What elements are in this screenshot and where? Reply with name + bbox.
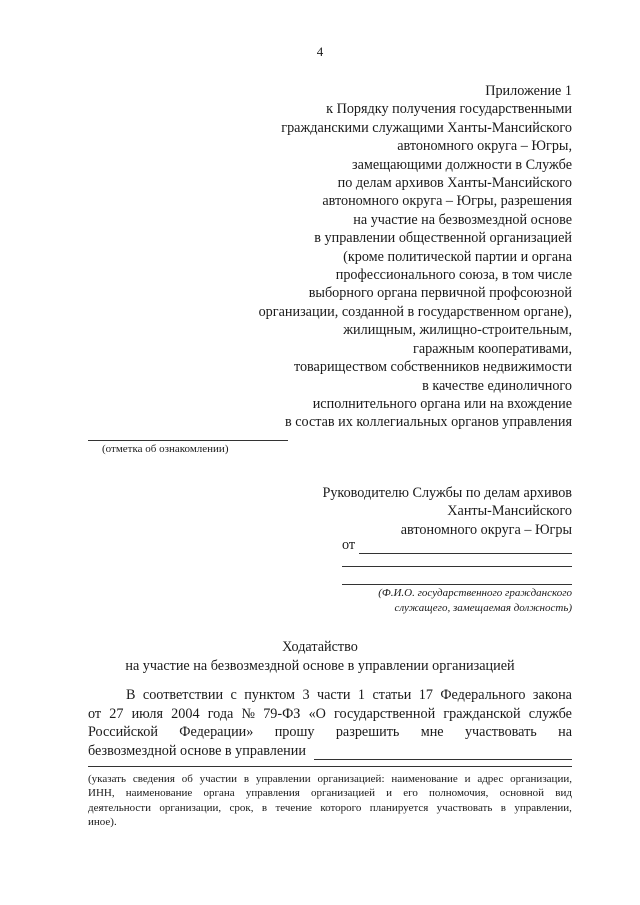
- appendix-line-17: в качестве единоличного: [422, 377, 572, 394]
- word: (указать: [88, 773, 126, 785]
- word: июля: [131, 705, 164, 722]
- appendix-line-16: товариществом собственников недвижимости: [293, 359, 572, 376]
- word: статьи: [372, 687, 412, 703]
- word: службе: [528, 705, 572, 722]
- appendix-line-15: гаражным кооперативами,: [413, 340, 572, 357]
- word: Федерации»: [179, 724, 254, 741]
- footnote-line-2: [88, 786, 572, 800]
- acknowledgement-caption: (отметка об ознакомлении): [102, 443, 229, 455]
- word: от: [88, 705, 102, 722]
- acknowledgement-block: [88, 440, 288, 455]
- word: в: [261, 801, 268, 814]
- word: ИНН,: [88, 787, 115, 800]
- organization-fill-line[interactable]: [314, 746, 572, 760]
- word: основной: [499, 787, 545, 800]
- title-line-1: Ходатайство: [282, 639, 358, 655]
- word: 17: [418, 687, 433, 703]
- word: которого: [320, 801, 362, 814]
- word: государственной: [334, 705, 436, 722]
- appendix-line-7: автономного округа – Югры, разрешения: [322, 193, 572, 210]
- footnote: [88, 772, 572, 830]
- from-fill-line[interactable]: [359, 540, 572, 554]
- appendix-line-12: выборного органа первичной профсоюзной: [308, 285, 572, 302]
- word: участвовать: [464, 724, 537, 741]
- word: «О: [308, 705, 326, 722]
- appendix-line-19: в состав их коллегиальных органов управления: [284, 414, 572, 431]
- word: в: [243, 773, 250, 785]
- appendix-line-10: (кроме политической партии и органа: [343, 248, 572, 265]
- word: организации,: [510, 773, 572, 785]
- word: организацией:: [317, 773, 385, 785]
- word: пунктом: [244, 687, 296, 703]
- word: Российской: [88, 724, 158, 741]
- separator-line: [88, 766, 572, 767]
- word: вид: [555, 787, 572, 800]
- fio-caption-line-1: (Ф.И.О. государственного гражданского: [378, 587, 572, 599]
- word: 27: [109, 705, 124, 722]
- word: планируется: [369, 801, 429, 814]
- appendix-header: [192, 82, 572, 432]
- sender-blank-line-3[interactable]: [342, 584, 572, 585]
- word: мне: [420, 724, 444, 741]
- acknowledgement-line[interactable]: [88, 440, 288, 441]
- word: участии: [199, 773, 237, 785]
- sender-blank-line-2[interactable]: [342, 566, 572, 567]
- word: течение: [275, 801, 312, 814]
- footnote-line-1: [88, 772, 572, 786]
- word: организации,: [159, 801, 222, 814]
- from-label: от: [342, 537, 356, 553]
- word: в: [500, 801, 506, 814]
- appendix-line-3: гражданскими служащими Ханты-Мансийского: [281, 119, 572, 136]
- word: 79-ФЗ: [263, 705, 301, 722]
- body-line-1: [88, 686, 572, 705]
- appendix-line-8: на участие на безвозмездной основе: [353, 211, 572, 228]
- word: с: [230, 687, 237, 703]
- title-line-2: на участие на безвозмездной основе в управлении организацией: [125, 658, 515, 674]
- word: организацией: [311, 787, 375, 800]
- appendix-line-2: к Порядку получения государственными: [326, 101, 572, 118]
- page-number: 4: [316, 44, 324, 59]
- addressee-line-3: автономного округа – Югры: [400, 521, 572, 538]
- word: №: [241, 705, 256, 722]
- word: гражданской: [443, 705, 521, 722]
- word: 3: [302, 687, 310, 703]
- from-row: [342, 537, 572, 554]
- appendix-line-1: Приложение 1: [485, 83, 572, 99]
- appendix-line-9: в управлении общественной организацией: [314, 230, 572, 247]
- word: прошу: [274, 724, 315, 741]
- word: сведения: [132, 773, 175, 785]
- word: наименование: [391, 773, 458, 785]
- word: управления: [245, 787, 300, 800]
- footnote-line-4: иное).: [88, 816, 117, 829]
- addressee-line-1: Руководителю Службы по делам архивов: [322, 485, 572, 501]
- word: деятельности: [88, 801, 151, 814]
- word: года: [207, 705, 234, 722]
- word: Федерального: [440, 687, 526, 703]
- appendix-line-18: исполнительного органа или на вхождение: [312, 395, 572, 412]
- addressee-block: [272, 484, 572, 539]
- word: адрес: [477, 773, 504, 785]
- word: закона: [532, 687, 572, 703]
- word: 1: [357, 687, 366, 703]
- word: об: [181, 773, 193, 785]
- word: управлении: [255, 773, 311, 785]
- body-line-4-text: безвозмездной основе в управлении: [88, 742, 306, 759]
- word: части: [316, 687, 351, 703]
- word: 2004: [171, 705, 200, 722]
- word: его: [403, 787, 418, 800]
- appendix-line-6: по делам архивов Ханты-Мансийского: [337, 175, 572, 192]
- word: на: [558, 724, 572, 741]
- document-title: [0, 638, 640, 676]
- word: управлении,: [514, 801, 572, 814]
- appendix-line-11: профессионального союза, в том числе: [335, 267, 572, 284]
- body-line-2: [88, 705, 572, 724]
- petition-body: [88, 686, 572, 760]
- word: соответствии: [142, 687, 224, 703]
- word: наименование: [125, 787, 193, 800]
- word: разрешить: [335, 724, 400, 741]
- appendix-line-13: организации, созданной в государственном органе),: [258, 303, 572, 320]
- body-line-4: [88, 742, 572, 761]
- word: участвовать: [436, 801, 493, 814]
- addressee-line-2: Ханты-Мансийского: [447, 503, 572, 520]
- fio-caption-line-2: служащего, замещаемая должность): [394, 602, 572, 614]
- footnote-line-3: [88, 801, 572, 815]
- fio-caption: [332, 586, 572, 616]
- appendix-line-14: жилищным, жилищно-строительным,: [343, 322, 572, 339]
- appendix-line-4: автономного округа – Югры,: [397, 138, 572, 155]
- appendix-line-5: замещающими должности в Службе: [352, 156, 572, 173]
- word: и: [464, 773, 471, 785]
- body-line-3: [88, 723, 572, 742]
- word: срок,: [229, 801, 254, 814]
- word: и: [386, 787, 393, 800]
- word: В: [126, 687, 136, 703]
- word: полномочия,: [429, 787, 489, 800]
- word: органа: [203, 787, 235, 800]
